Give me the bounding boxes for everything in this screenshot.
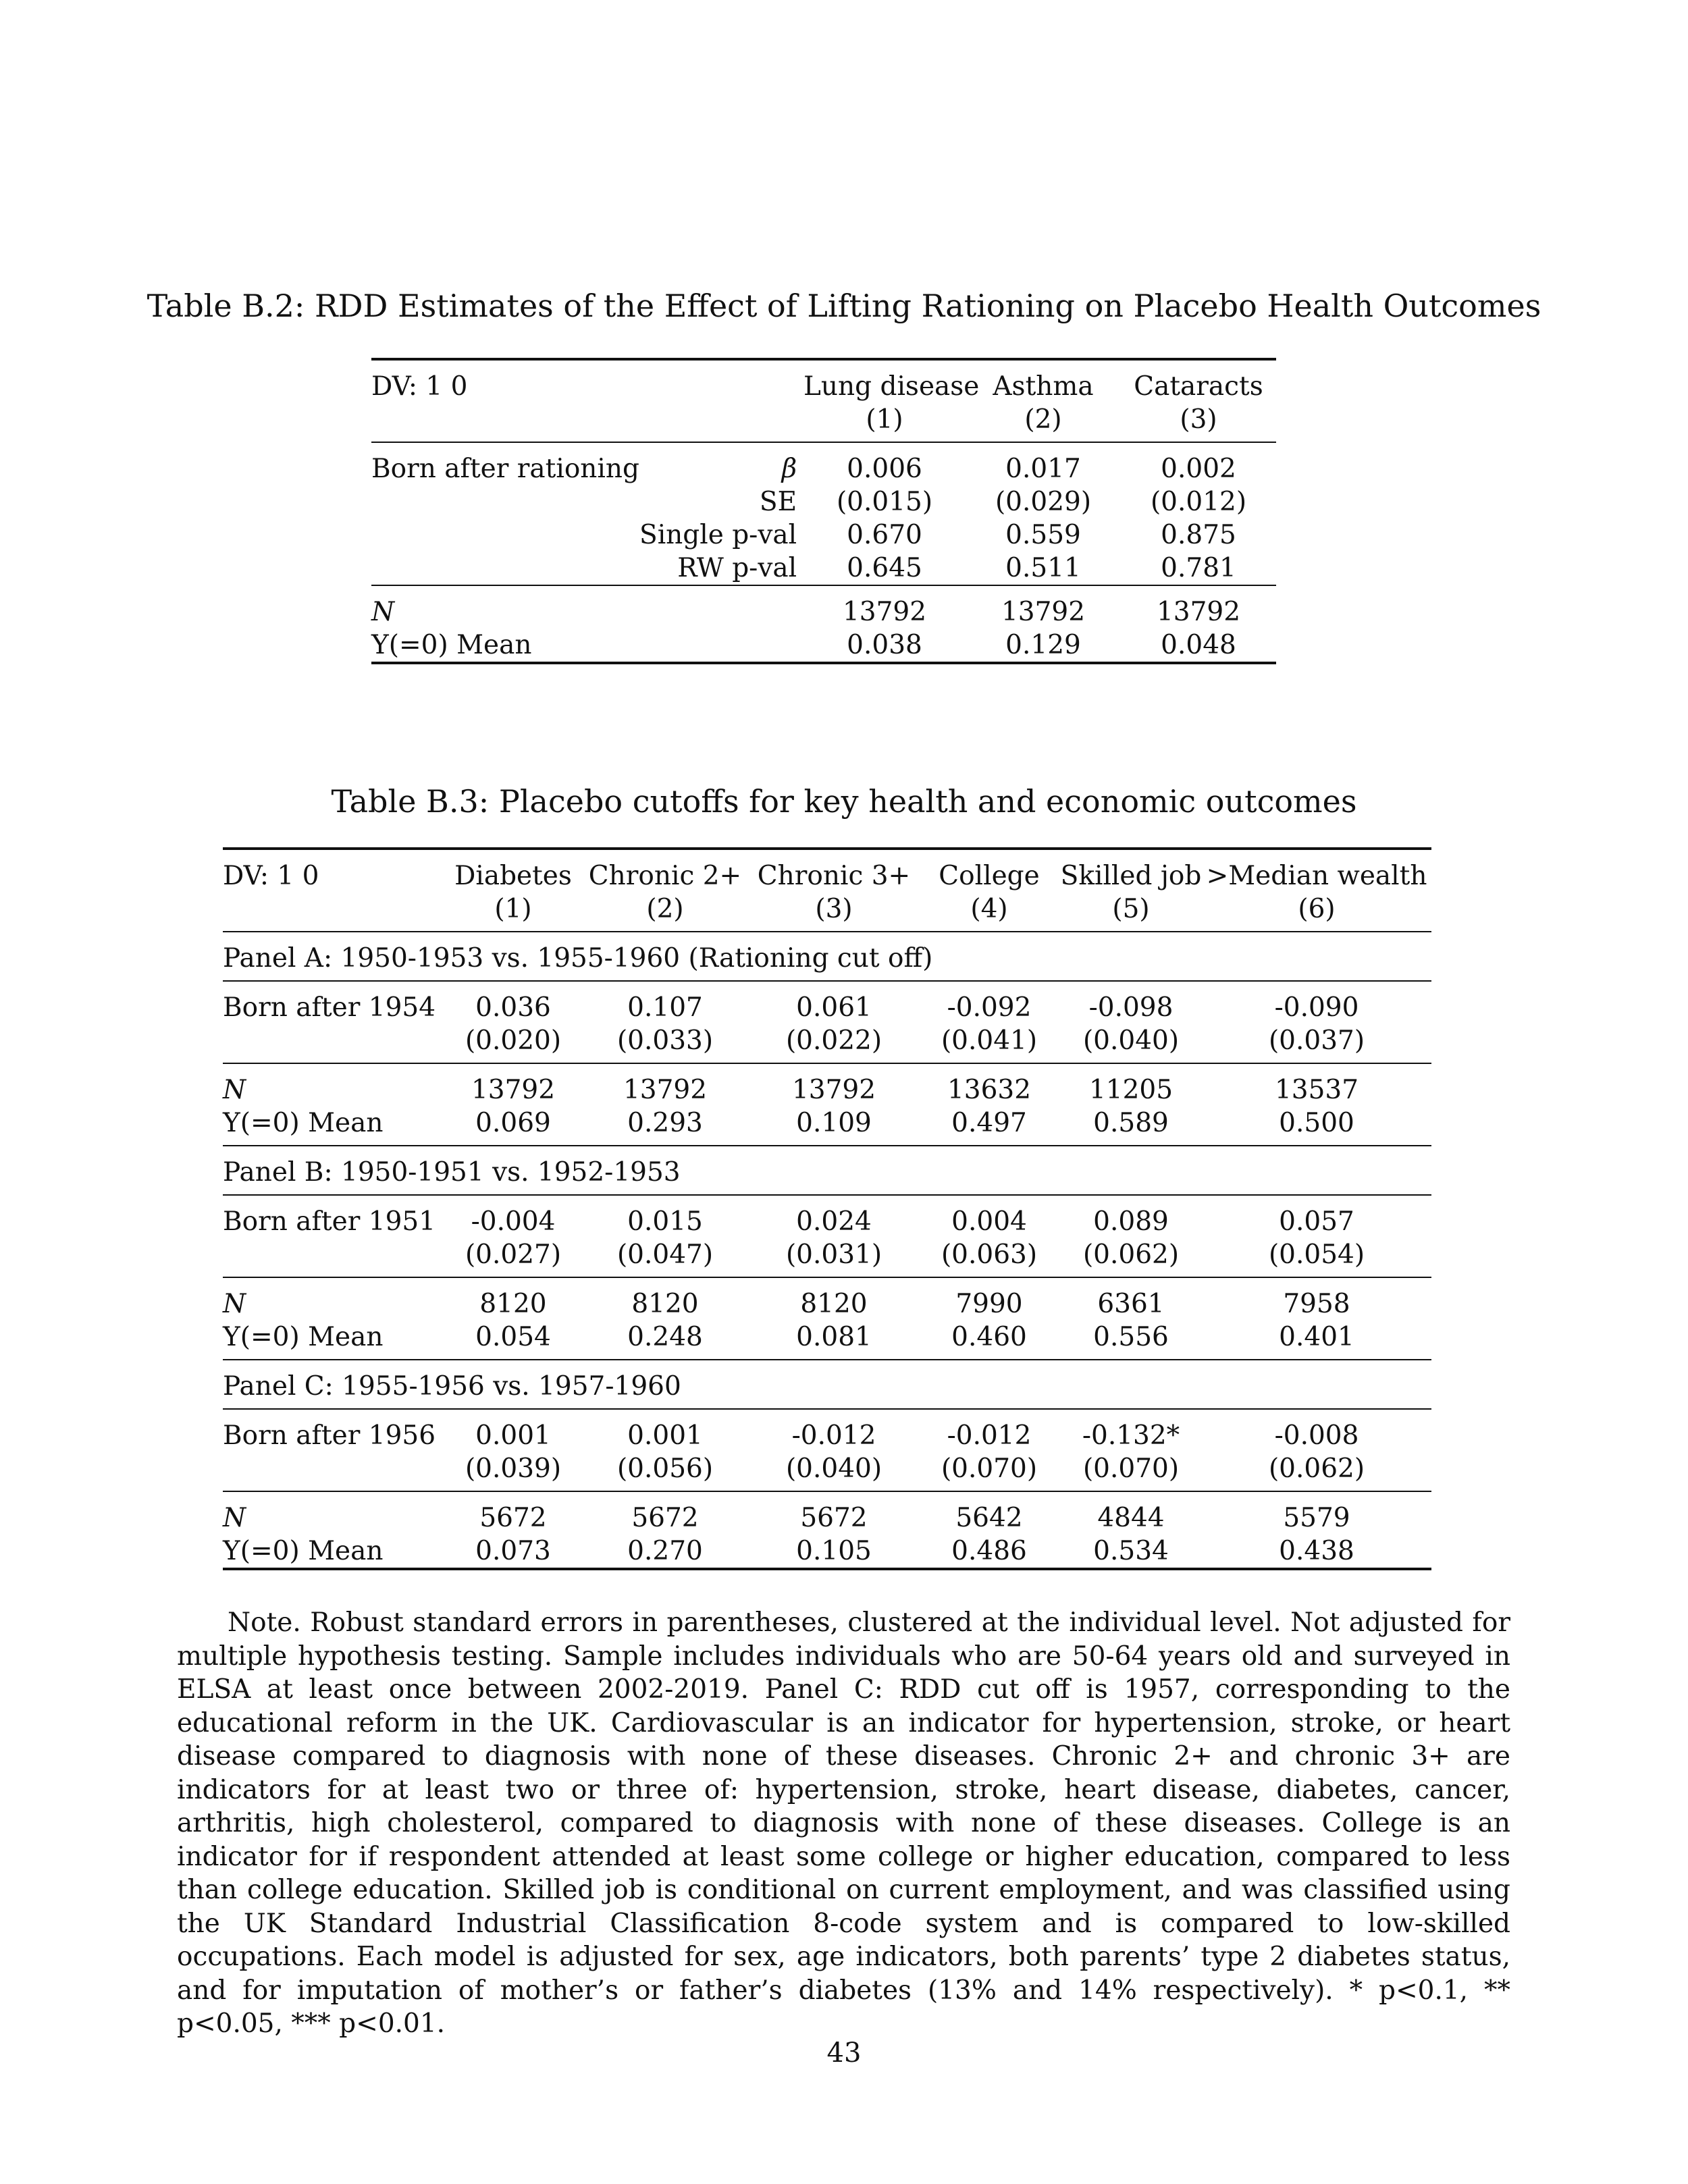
mean-value: 0.534 bbox=[1060, 1535, 1202, 1569]
n-label: N bbox=[223, 1289, 246, 1319]
mean-value: 0.081 bbox=[796, 1322, 872, 1352]
beta-value: 0.017 bbox=[1005, 454, 1081, 484]
n-value: 13792 bbox=[803, 585, 966, 629]
se-value: (0.070) bbox=[1082, 1454, 1180, 1484]
column-number: (6) bbox=[1298, 894, 1336, 924]
column-header: Asthma bbox=[966, 359, 1121, 403]
row-label-cell bbox=[371, 442, 803, 585]
se-value: (0.062) bbox=[1082, 1240, 1180, 1270]
coef-value: 0.036 bbox=[446, 981, 581, 1024]
n-value: 13537 bbox=[1202, 1063, 1431, 1107]
coef-value: -0.004 bbox=[446, 1195, 581, 1238]
n-value: 13792 bbox=[446, 1063, 581, 1107]
mean-value: 0.054 bbox=[475, 1322, 551, 1352]
se-value: (0.033) bbox=[616, 1026, 714, 1056]
n-value: 7958 bbox=[1202, 1277, 1431, 1321]
coef-value: 0.057 bbox=[1202, 1195, 1431, 1238]
column-header: College bbox=[918, 849, 1060, 893]
se-value: (0.063) bbox=[941, 1240, 1038, 1270]
n-value: 8120 bbox=[581, 1277, 749, 1321]
table-b3-caption: Table B.3: Placebo cutoffs for key health and economic outcomes bbox=[331, 783, 1357, 820]
single-p-value: 0.670 bbox=[847, 520, 922, 550]
coef-value: 0.004 bbox=[918, 1195, 1060, 1238]
n-value: 5672 bbox=[581, 1491, 749, 1535]
coef-value: 0.061 bbox=[749, 981, 918, 1024]
se-value: (0.056) bbox=[616, 1454, 714, 1484]
coef-value: 0.024 bbox=[749, 1195, 918, 1238]
mean-value: 0.270 bbox=[581, 1535, 749, 1569]
mean-value: 0.497 bbox=[951, 1108, 1027, 1138]
n-value: 13792 bbox=[581, 1063, 749, 1107]
panel-title: Panel C: 1955-1956 vs. 1957-1960 bbox=[223, 1360, 1431, 1409]
n-label: N bbox=[371, 597, 395, 627]
mean-value: 0.500 bbox=[1279, 1108, 1354, 1138]
se-value: (0.015) bbox=[836, 487, 933, 517]
n-value: 5672 bbox=[446, 1491, 581, 1535]
n-value: 13792 bbox=[966, 585, 1121, 629]
coef-value: -0.092 bbox=[918, 981, 1060, 1024]
table-note: Note. Robust standard errors in parentheses, clustered at the individual level. Not adjusted for multiple hypothesis testing. Sample includes individuals who are 50-64 years old and surveyed in ELSA at least once between 2002-2019. Panel C: RDD cut off is 1957, corresponding to the educational reform in the UK. Cardiovascular is an indicator for hypertension, stroke, or heart disease compared to diagnosis with none of these diseases. Chronic 2+ and chronic 3+ are indicators for at least two or three of: hypertension, stroke, heart disease, diabetes, cancer, arthritis, high cholesterol, compared to diagnosis with none of these diseases. College is an indicator for if respondent attended at least some college or higher education, compared to less than college education. Skilled job is conditional on current employment, and was classified using the UK Standard Industrial Classification 8-code system and is compared to low-skilled occupations. Each model is adjusted for sex, age indicators, both parents’ type 2 diabetes status, and for imputation of mother’s or father’s diabetes (13% and 14% respectively). * p<0.1, ** p<0.05, *** p<0.01. bbox=[177, 1607, 1510, 2039]
column-number: (4) bbox=[970, 894, 1008, 924]
column-number: (2) bbox=[1024, 404, 1062, 435]
mean-value: 0.105 bbox=[749, 1535, 918, 1569]
n-value: 5642 bbox=[918, 1491, 1060, 1535]
column-number: (3) bbox=[815, 894, 853, 924]
mean-value: 0.038 bbox=[803, 629, 966, 663]
se-value: (0.040) bbox=[785, 1454, 882, 1484]
coef-value: 0.001 bbox=[446, 1409, 581, 1452]
rw-p-value: 0.645 bbox=[847, 553, 922, 583]
mean-value: 0.109 bbox=[796, 1108, 872, 1138]
n-value: 11205 bbox=[1060, 1063, 1202, 1107]
column-header: Chronic 2+ bbox=[581, 849, 749, 893]
stat-column bbox=[966, 442, 1121, 585]
n-value: 13792 bbox=[749, 1063, 918, 1107]
dv-label: DV: 1 0 bbox=[371, 359, 803, 403]
se-value: (0.039) bbox=[465, 1454, 562, 1484]
column-header: Diabetes bbox=[446, 849, 581, 893]
coef-value: -0.008 bbox=[1202, 1409, 1431, 1452]
column-number: (5) bbox=[1112, 894, 1150, 924]
se-value: (0.022) bbox=[785, 1026, 882, 1056]
panel-title: Panel B: 1950-1951 vs. 1952-1953 bbox=[223, 1146, 1431, 1195]
coef-value: -0.132* bbox=[1060, 1409, 1202, 1452]
se-value: (0.047) bbox=[616, 1240, 714, 1270]
coef-value: -0.098 bbox=[1060, 981, 1202, 1024]
column-header: Chronic 3+ bbox=[749, 849, 918, 893]
n-value: 6361 bbox=[1060, 1277, 1202, 1321]
coef-value: 0.107 bbox=[581, 981, 749, 1024]
single-p-value: 0.559 bbox=[1005, 520, 1081, 550]
mean-value: 0.069 bbox=[475, 1108, 551, 1138]
se-value: (0.029) bbox=[995, 487, 1092, 517]
row-label: Born after 1954 bbox=[223, 981, 446, 1024]
rw-p-value: 0.511 bbox=[1005, 553, 1081, 583]
se-value: (0.012) bbox=[1150, 487, 1247, 517]
mean-label: Y(=0) Mean bbox=[223, 1322, 384, 1352]
se-value: (0.037) bbox=[1268, 1026, 1365, 1056]
se-value: (0.041) bbox=[941, 1026, 1038, 1056]
n-value: 5672 bbox=[749, 1491, 918, 1535]
se-value: (0.062) bbox=[1268, 1454, 1365, 1484]
beta-value: 0.002 bbox=[1161, 454, 1236, 484]
row-label: Born after 1956 bbox=[223, 1409, 446, 1452]
n-value: 13792 bbox=[1121, 585, 1276, 629]
table-b3 bbox=[223, 847, 1431, 1570]
column-number: (2) bbox=[646, 894, 684, 924]
mean-value: 0.129 bbox=[966, 629, 1121, 663]
stat-label-rw-p: RW p-val bbox=[677, 553, 797, 583]
beta-value: 0.006 bbox=[847, 454, 922, 484]
n-value: 13632 bbox=[918, 1063, 1060, 1107]
n-label: N bbox=[223, 1503, 246, 1533]
stat-column bbox=[803, 442, 966, 585]
page-number: 43 bbox=[826, 2037, 862, 2069]
stat-label-se: SE bbox=[759, 487, 797, 517]
stat-column bbox=[1121, 442, 1276, 585]
column-header: Cataracts bbox=[1121, 359, 1276, 403]
mean-value: 0.293 bbox=[627, 1108, 703, 1138]
se-value: (0.054) bbox=[1268, 1240, 1365, 1270]
mean-label: Y(=0) Mean bbox=[223, 1108, 384, 1138]
mean-label: Y(=0) Mean bbox=[223, 1535, 446, 1569]
stat-label-single-p: Single p-val bbox=[639, 520, 797, 550]
coef-value: 0.089 bbox=[1060, 1195, 1202, 1238]
mean-value: 0.589 bbox=[1093, 1108, 1169, 1138]
column-header: >Median wealth bbox=[1202, 849, 1431, 893]
n-value: 8120 bbox=[446, 1277, 581, 1321]
column-number: (3) bbox=[1180, 404, 1217, 435]
coef-value: -0.012 bbox=[918, 1409, 1060, 1452]
mean-value: 0.460 bbox=[951, 1322, 1027, 1352]
se-value: (0.031) bbox=[785, 1240, 882, 1270]
mean-label: Y(=0) Mean bbox=[371, 629, 803, 663]
mean-value: 0.248 bbox=[627, 1322, 703, 1352]
stat-label-beta: β bbox=[781, 454, 797, 484]
coef-value: -0.090 bbox=[1202, 981, 1431, 1024]
mean-value: 0.486 bbox=[918, 1535, 1060, 1569]
panel-title: Panel A: 1950-1953 vs. 1955-1960 (Rationing cut off) bbox=[223, 932, 1431, 981]
column-number: (1) bbox=[866, 404, 903, 435]
n-value: 5579 bbox=[1202, 1491, 1431, 1535]
single-p-value: 0.875 bbox=[1161, 520, 1236, 550]
dv-label: DV: 1 0 bbox=[223, 849, 446, 893]
coef-value: -0.012 bbox=[749, 1409, 918, 1452]
se-value: (0.070) bbox=[941, 1454, 1038, 1484]
mean-value: 0.048 bbox=[1121, 629, 1276, 663]
se-value: (0.027) bbox=[465, 1240, 562, 1270]
column-header: Lung disease bbox=[803, 359, 966, 403]
mean-value: 0.438 bbox=[1202, 1535, 1431, 1569]
rw-p-value: 0.781 bbox=[1161, 553, 1236, 583]
row-label: Born after 1951 bbox=[223, 1195, 446, 1238]
row-label: Born after rationing bbox=[371, 454, 639, 484]
n-value: 7990 bbox=[918, 1277, 1060, 1321]
mean-value: 0.073 bbox=[446, 1535, 581, 1569]
se-value: (0.020) bbox=[465, 1026, 562, 1056]
se-value: (0.040) bbox=[1082, 1026, 1180, 1056]
mean-value: 0.556 bbox=[1093, 1322, 1169, 1352]
mean-value: 0.401 bbox=[1279, 1322, 1354, 1352]
column-number: (1) bbox=[494, 894, 532, 924]
table-b2 bbox=[371, 358, 1276, 664]
coef-value: 0.001 bbox=[581, 1409, 749, 1452]
column-header: Skilled job bbox=[1060, 849, 1202, 893]
n-value: 8120 bbox=[749, 1277, 918, 1321]
table-b2-caption: Table B.2: RDD Estimates of the Effect of Lifting Rationing on Placebo Health Outcomes bbox=[147, 288, 1541, 324]
n-label: N bbox=[223, 1075, 246, 1105]
coef-value: 0.015 bbox=[581, 1195, 749, 1238]
n-value: 4844 bbox=[1060, 1491, 1202, 1535]
